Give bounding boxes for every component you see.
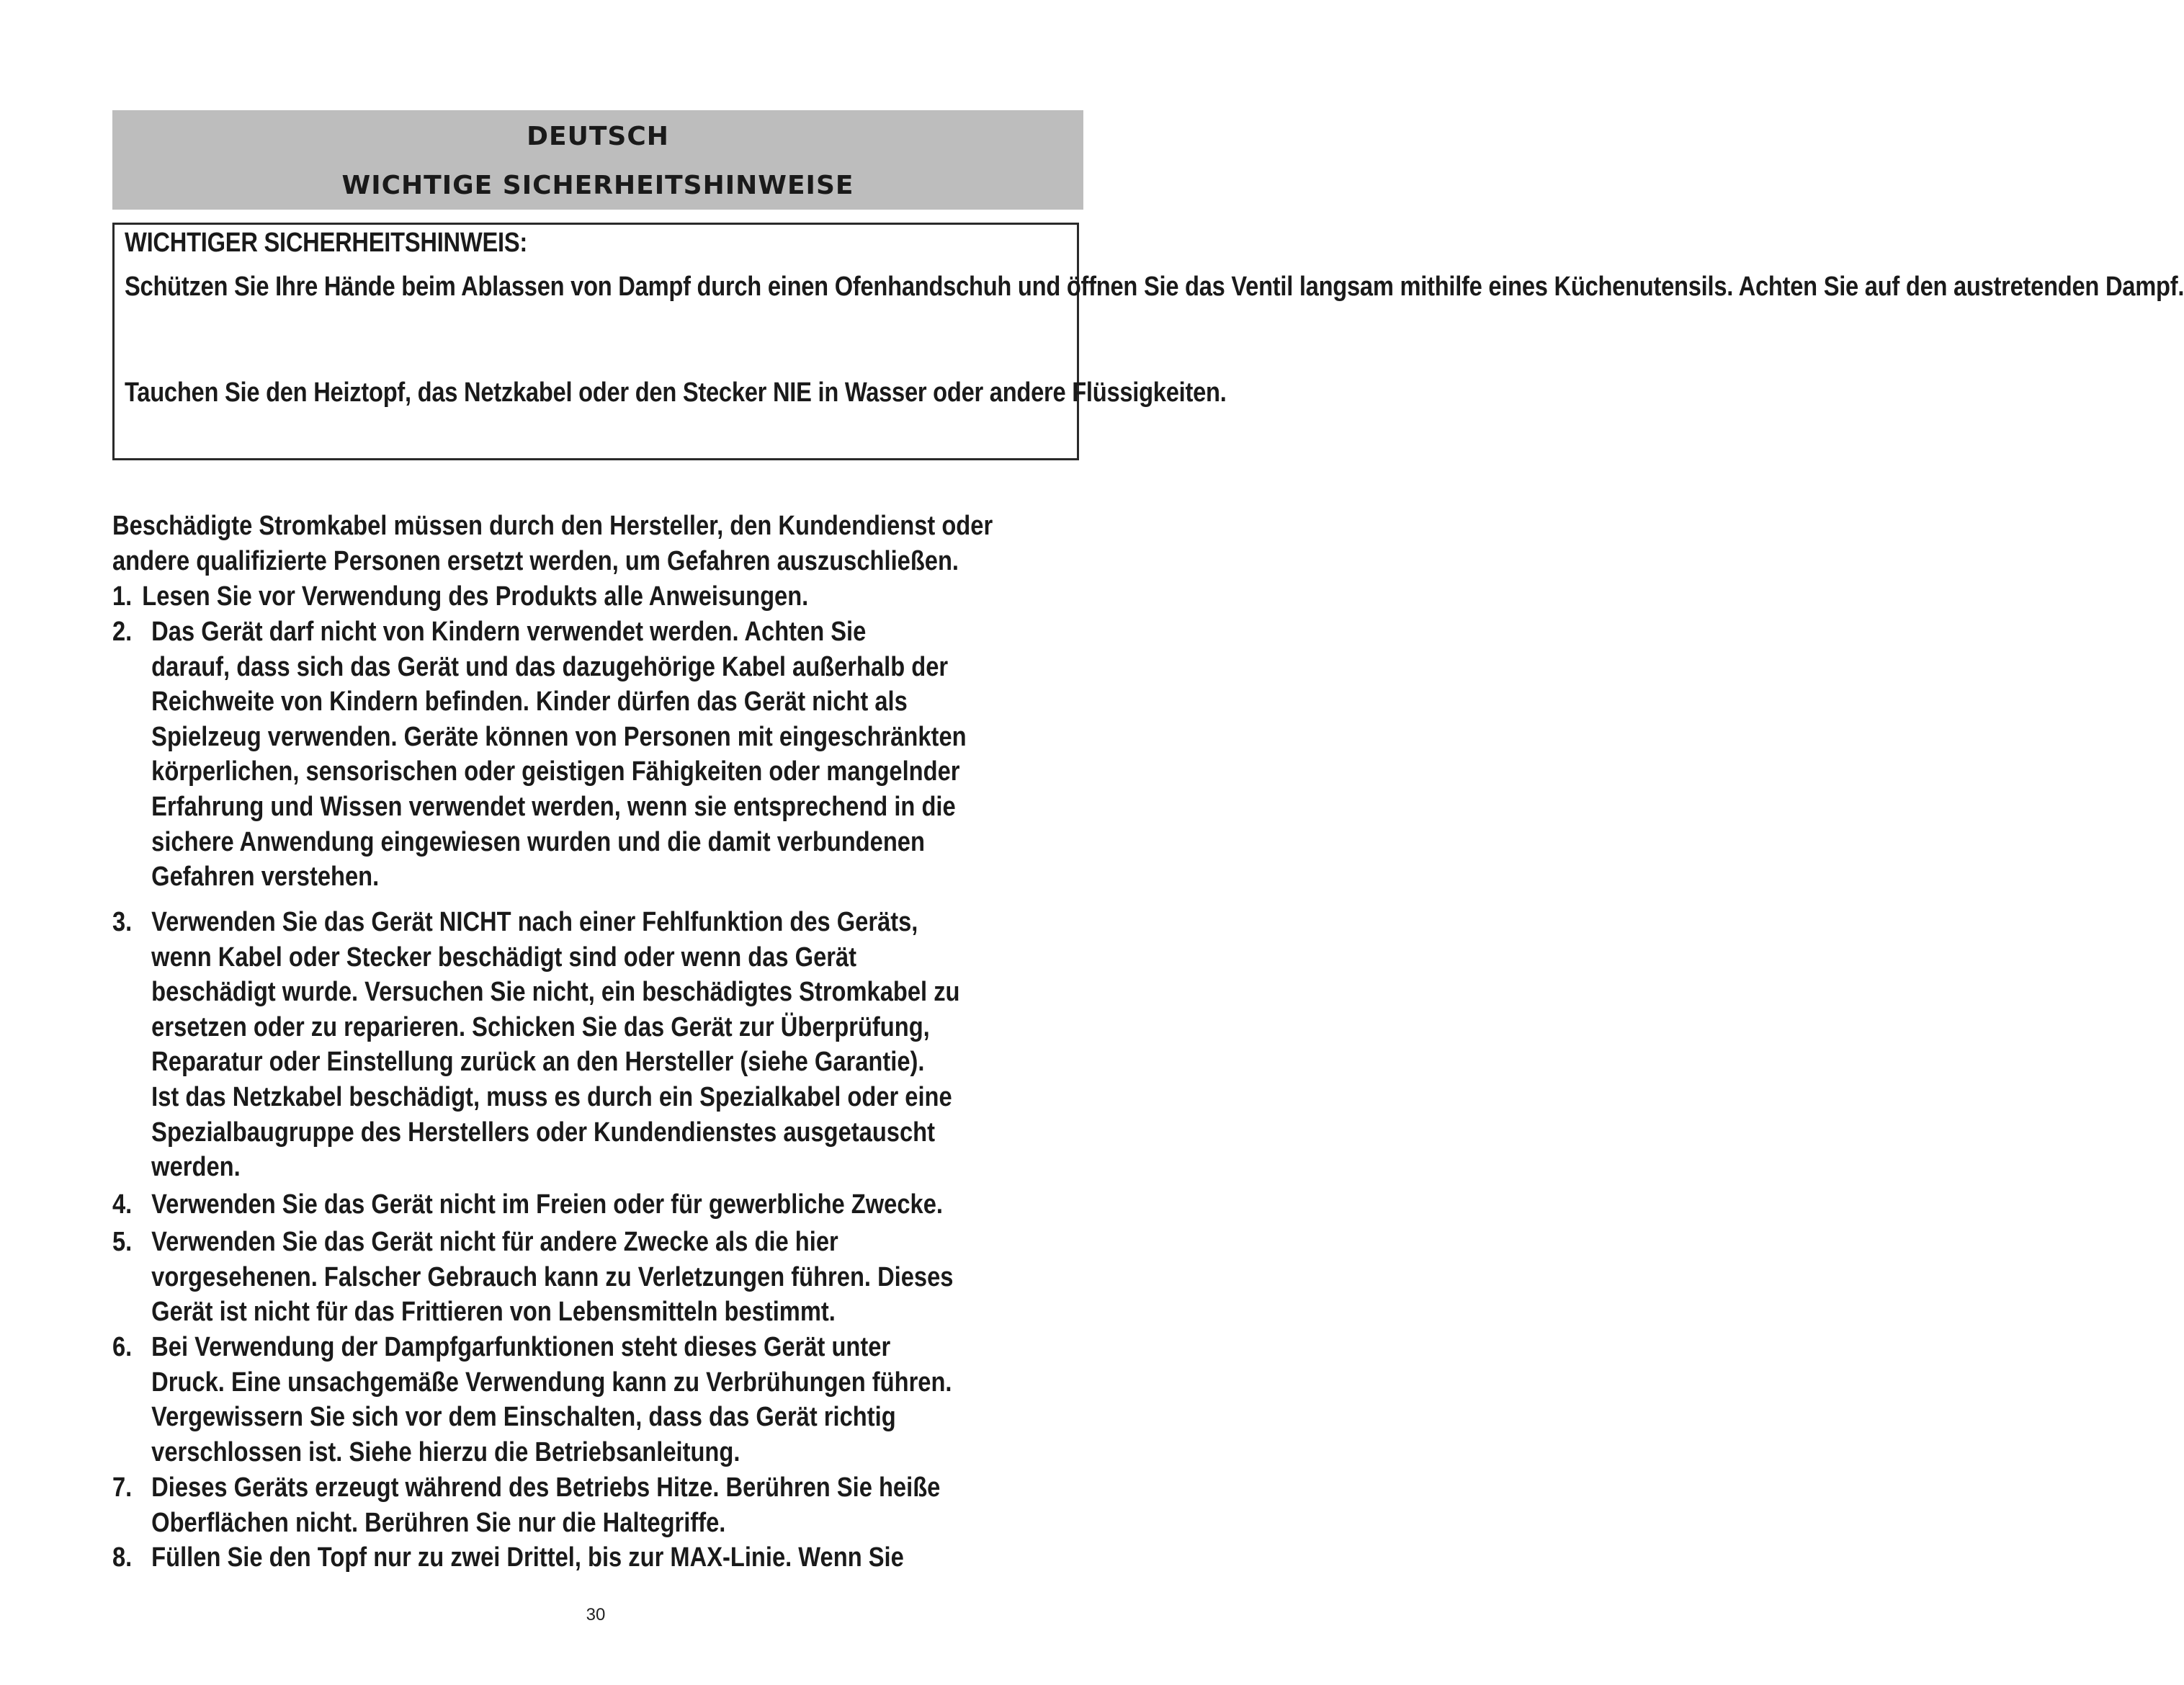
list-item-number: 4. (112, 1189, 133, 1220)
list-item-text: Lesen Sie vor Verwendung des Produkts alle Anweisungen. (142, 581, 809, 612)
list-item-number: 3. (112, 907, 133, 937)
list-item-number: 6. (112, 1332, 133, 1362)
list-item-number: 8. (112, 1542, 133, 1573)
list-item-text: Verwenden Sie das Gerät nicht im Freien oder für gewerbliche Zwecke. (151, 1189, 943, 1220)
page-number: 30 (586, 1605, 606, 1624)
list-item-text: Das Gerät darf nicht von Kindern verwendet werden. Achten Sie darauf, dass sich das Gerät und das dazugehörige Kabel außerhalb der Reichweite von Kindern befinden. Kinder dürfen das Gerät nicht als Spielzeug verwenden. Geräte können von Personen mit eingeschränkten körperlichen, sensorischen oder geistigen Fähigkeiten oder mangelnder Erfahrung und Wissen verwendet werden, wenn sie entsprechend in die sichere Anwendung eingewiesen wurden und die damit verbundenen Gefahren verstehen. (151, 617, 967, 893)
warning-paragraph-steam: Schützen Sie Ihre Hände beim Ablassen von Dampf durch einen Ofenhandschuh und öffnen Sie das Ventil langsam mithilfe eines Küchenutensils. Achten Sie auf den austretenden Dampf. (125, 272, 2184, 302)
list-item-text: Füllen Sie den Topf nur zu zwei Drittel, bis zur MAX-Linie. Wenn Sie (151, 1542, 904, 1573)
warning-paragraph-water: Tauchen Sie den Heiztopf, das Netzkabel oder den Stecker NIE in Wasser oder andere Flüssigkeiten. (125, 377, 1227, 408)
section-header (112, 110, 1083, 210)
list-item-text: Bei Verwendung der Dampfgarfunktionen steht dieses Gerät unter Druck. Eine unsachgemäße Verwendung kann zu Verbrühungen führen. Vergewissern Sie sich vor dem Einschalten, dass das Gerät richtig verschlossen ist. Siehe hierzu die Betriebsanleitung. (151, 1332, 952, 1467)
list-item-text: Verwenden Sie das Gerät nicht für andere Zwecke als die hier vorgesehenen. Falscher Gebrauch kann zu Verletzungen führen. Dieses Gerät ist nicht für das Frittieren von Lebensmitteln bestimmt. (151, 1227, 954, 1328)
list-item-text: Dieses Geräts erzeugt während des Betriebs Hitze. Berühren Sie heiße Oberflächen nicht. Berühren Sie nur die Haltegriffe. (151, 1472, 941, 1538)
list-item-text: Verwenden Sie das Gerät NICHT nach einer Fehlfunktion des Geräts, wenn Kabel oder Stecker beschädigt sind oder wenn das Gerät beschädigt wurde. Versuchen Sie nicht, ein beschädigtes Stromkabel zu ersetzen oder zu reparieren. Schicken Sie das Gerät zur Überprüfung, Reparatur oder Einstellung zurück an den Hersteller (siehe Garantie). Ist das Netzkabel beschädigt, muss es durch ein Spezialkabel oder eine Spezialbaugruppe des Herstellers oder Kundendienstes ausgetauscht werden. (151, 907, 960, 1183)
intro-paragraph: Beschädigte Stromkabel müssen durch den Hersteller, den Kundendienst oder andere qualifizierte Personen ersetzt werden, um Gefahren auszuschließen. (112, 511, 993, 576)
list-item-number: 7. (112, 1472, 133, 1503)
list-item-number: 5. (112, 1227, 133, 1257)
warning-heading: WICHTIGER SICHERHEITSHINWEIS: (125, 228, 527, 258)
language-heading: DEUTSCH (527, 122, 669, 151)
section-title: WICHTIGE SICHERHEITSHINWEISE (341, 171, 854, 200)
list-item-number: 1. (112, 581, 133, 612)
safety-warning-box (112, 223, 2184, 460)
list-item-number: 2. (112, 617, 133, 647)
